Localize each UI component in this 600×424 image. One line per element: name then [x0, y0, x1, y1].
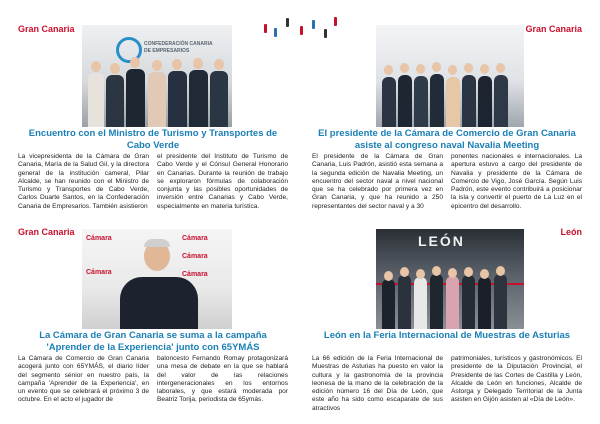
region-label: Gran Canaria: [525, 24, 582, 34]
article-body: [312, 355, 582, 413]
photo-sign: LEÓN: [418, 233, 465, 249]
article-body: [18, 153, 288, 211]
region-label: Gran Canaria: [18, 227, 75, 237]
article-headline: El presidente de la Cámara de Comercio de Gran Canaria asiste al congreso naval Navalia Meeting: [318, 128, 576, 151]
photo-sign: Cámara: [86, 235, 112, 242]
region-label: León: [560, 227, 582, 237]
photo-sign: Cámara: [182, 271, 208, 278]
article-photo: [82, 25, 232, 127]
photo-sign: CONFEDERACIÓN CANARIA DE EMPRESARIOS: [144, 41, 213, 54]
article-body: [312, 153, 582, 211]
article-column: La 66 edición de la Feria Internacional de Muestras de Asturias ha puesto en valor la cultura y la gastronomía de la provincia leonesa de la mano de la celebración de la edición número 16 del Día de León, que este año ha sido como escaparate de sus atractivos: [312, 355, 443, 412]
article-photo: [376, 25, 524, 127]
article-headline: Encuentro con el Ministro de Turismo y Transportes de Cabo Verde: [28, 128, 278, 151]
photo-sign: Cámara: [182, 253, 208, 260]
article-headline: La Cámara de Gran Canaria se suma a la campaña 'Aprender de la Experiencia' junto con 65YMÁS: [39, 330, 267, 353]
article-column: La vicepresidenta de la Cámara de Gran Canaria, María de la Salud Gil, y la directora general de la institución cameral, Pilar Alcalde, se han reunido con el Ministro de Turismo y Transportes de Cabo Verde, Carlos Duarte Santos, en la Confederación Canaria de Empresarios. También asistieron: [18, 153, 149, 210]
article-photo: [82, 229, 232, 329]
article-headline: León en la Feria Internacional de Muestras de Asturias: [323, 330, 571, 341]
article-column: patrimoniales, turísticos y gastronómicos. El presidente de la Diputación Provincial, el Presidente de las Cortes de Castilla y León, Alcalde de León en funciones, Alcalde de Astorga y Delegado Territorial de la Junta asisten en Gijón asisten al «Día de León».: [451, 355, 582, 404]
decorative-figures: [262, 14, 342, 40]
region-label: Gran Canaria: [18, 24, 75, 34]
photo-sign: Cámara: [182, 235, 208, 242]
article-column: ponentes nacionales e internacionales. La apertura estuvo a cargo del presidente de Navalia y presidente de la Cámara de Comercio de Vigo, José García. Según Luis Padrón, este evento contribuirá a posicionar la isla y convertir el puerto de La Luz en el epicentro del desarrollo.: [451, 153, 582, 210]
article-column: baloncesto Fernando Romay protagonizará una mesa de debate en la que se hablará del valor de las relaciones intergeneracionales en los entornos laborales, y que estará moderada por Beatriz Torija, periodista de 65ymás.: [157, 355, 288, 404]
article-photo: [376, 229, 524, 329]
article-body: [18, 355, 288, 405]
article-column: el presidente del Instituto de Turismo de Cabo Verde y el Cónsul General Honorario en Canarias. Durante la reunión de trabajo se exploraron fórmulas de colaboración conjunta y las posibles oportunidades de inversión entre Canarias y Cabo Verde, especialmente en materia turística.: [157, 153, 288, 210]
article-column: El presidente de la Cámara de Gran Canaria, Luis Padrón, asistió esta semana a la segunda edición de Navalia Meeting, un encuentro del sector naval a nivel nacional que se ha celebrado por primera vez en Gran Canaria, y que ha reunido a 250 representantes del sector naval y a 30: [312, 153, 443, 210]
article-column: La Cámara de Comercio de Gran Canaria acogerá junto con 65YMÁS, el diario líder del segmento sénior en nuestro país, la campaña 'Aprender de la Experiencia', en un evento que se celebrará el próximo 3 de octubre. En el acto el jugador de: [18, 355, 149, 404]
photo-sign: Cámara: [86, 269, 112, 276]
